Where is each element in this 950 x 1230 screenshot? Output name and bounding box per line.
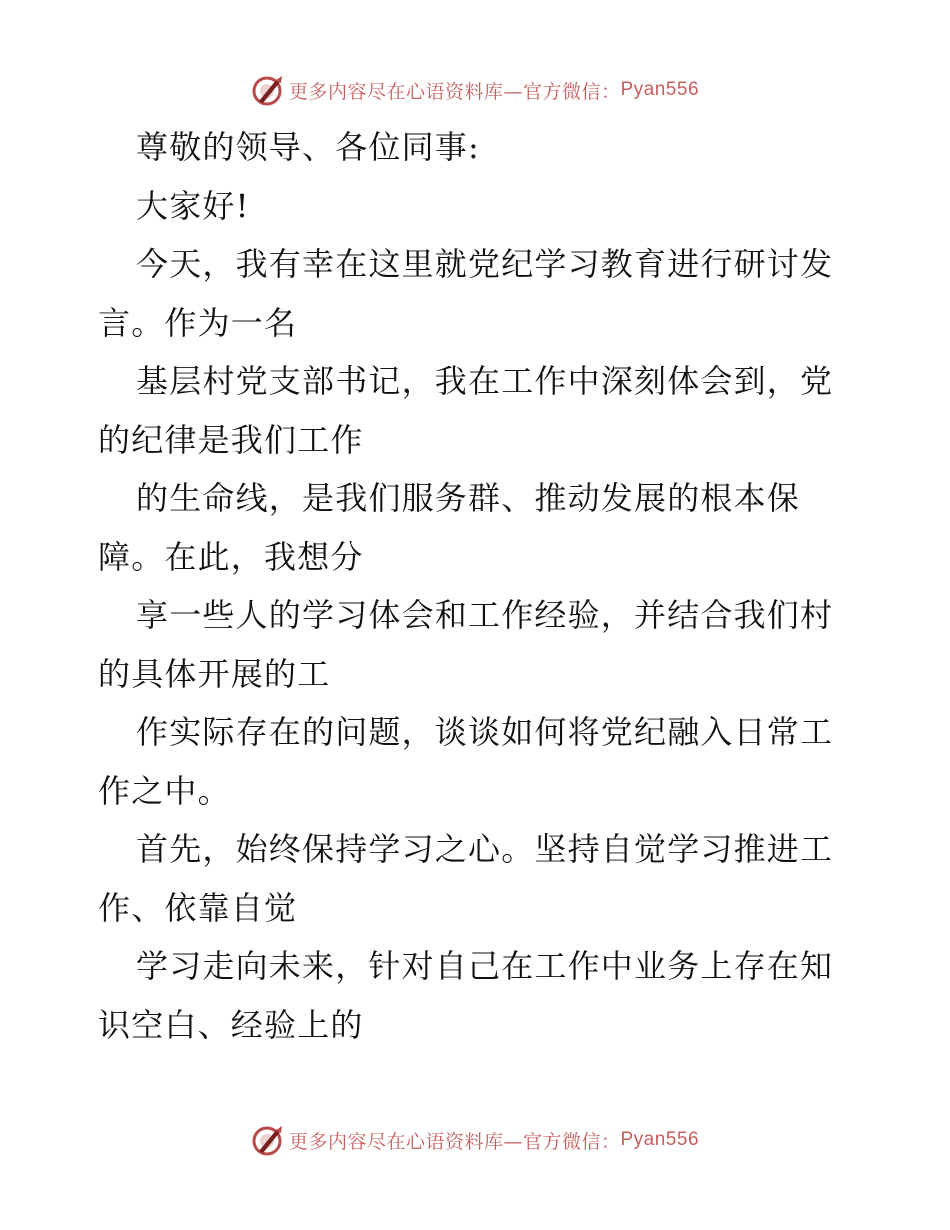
document-body [98, 118, 858, 1054]
text-line: 尊敬的领导、各位同事: [136, 128, 480, 166]
quill-logo-icon [251, 1123, 285, 1157]
quill-logo-icon [251, 73, 285, 107]
text-line: 今天，我有幸在这里就党纪学习教育进行研讨发 [136, 245, 834, 283]
text-line: 识空白、经验上的 [98, 1005, 364, 1044]
footer-watermark-id: Pyan556 [620, 1129, 700, 1150]
header-watermark [0, 70, 950, 110]
text-line: 基层村党支部书记，我在工作中深刻体会到，党 [136, 362, 834, 400]
text-line: 享一些人的学习体会和工作经验，并结合我们村 [136, 596, 834, 634]
text-line: 的具体开展的工 [98, 654, 331, 693]
text-line: 作、依靠自觉 [98, 888, 298, 927]
footer-watermark [0, 1120, 950, 1160]
text-line: 大家好! [136, 186, 250, 225]
text-line: 的生命线，是我们服务群、推动发展的根本保 [136, 479, 801, 517]
footer-watermark-text: 更多内容尽在心语资料库—官方微信： [288, 1130, 621, 1153]
text-line: 的纪律是我们工作 [98, 420, 364, 459]
text-line: 作实际存在的问题，谈谈如何将党纪融入日常工 [136, 713, 834, 751]
header-watermark-id: Pyan556 [620, 79, 700, 100]
text-line: 学习走向未来，针对自己在工作中业务上存在知 [136, 947, 834, 985]
text-line: 首先，始终保持学习之心。坚持自觉学习推进工 [136, 830, 834, 868]
text-line: 言。作为一名 [98, 303, 298, 342]
text-line: 障。在此，我想分 [98, 537, 364, 576]
header-watermark-text: 更多内容尽在心语资料库—官方微信： [288, 80, 621, 103]
text-line: 作之中。 [98, 771, 231, 810]
